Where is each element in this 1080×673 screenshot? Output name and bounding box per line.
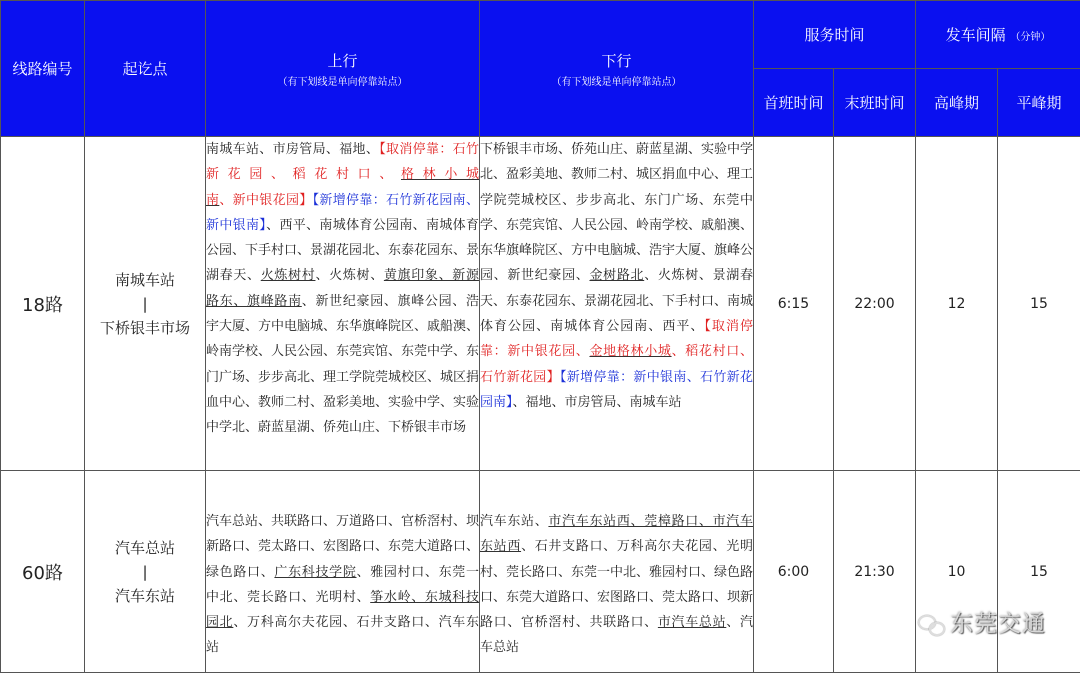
stops-text: 、汽车总站: [480, 615, 753, 655]
header-interval: [916, 1, 1080, 69]
header-up: [206, 1, 480, 137]
route-start: 南城车站: [85, 268, 205, 292]
down-stops: [480, 137, 754, 471]
route-endpoints: [85, 137, 206, 471]
header-up-note: （有下划线是单向停靠站点）: [206, 73, 479, 88]
oneway-stops: 筝水岭、东城科技园北: [206, 590, 479, 630]
up-stops: [206, 471, 480, 673]
first-bus-time: 6:15: [754, 137, 834, 471]
header-service-time: 服务时间: [754, 1, 916, 69]
added-stops: 石竹新花园南、新中银南】: [206, 193, 479, 233]
stops-text: 、新世纪豪园、旗峰公园、浩宇大厦、方中电脑城、东华旗峰院区、戚船澳、岭南学校、人民公园、东莞宾馆、东莞中学、东门广场、步步高北、理工学院莞城校区、城区捐血中心、教师二村、盈彩美地、实验中学、实验中学北、蔚蓝星湖、侨苑山庄、下桥银丰市场: [206, 294, 479, 435]
stops-text: 南城车站、市房管局、福地、: [206, 142, 379, 157]
cancelled-stops: 【取消停靠：新中银花园、: [480, 319, 753, 359]
watermark: [918, 605, 1046, 638]
peak-interval: 10: [916, 471, 998, 673]
header-route-no: 线路编号: [1, 1, 85, 137]
header-peak: 高峰期: [916, 69, 998, 137]
added-stops-label: 【新增停靠：: [313, 193, 386, 208]
route-end: 汽车东站: [85, 584, 205, 608]
cancelled-stop-oneway: 格林小城南: [206, 167, 479, 207]
stops-text: 汽车东站、: [480, 514, 548, 529]
cancelled-stops: 、新中银花园】: [219, 193, 312, 208]
stops-text: 下桥银丰市场、侨苑山庄、蔚蓝星湖、实验中学北、盈彩美地、教师二村、城区捐血中心、理工学院莞城校区、步步高北、东门广场、东莞中学、东莞宾馆、人民公园、岭南学校、戚船澳、东华旗峰院区、方中电脑城、浩宇大厦、旗峰公园、新世纪豪园、: [480, 142, 753, 283]
header-up-label: 上行: [327, 52, 357, 70]
last-bus-time: 21:30: [834, 471, 916, 673]
header-interval-unit: （分钟）: [1010, 32, 1050, 43]
table-row: [1, 137, 1080, 471]
wechat-icon: [918, 615, 944, 635]
oneway-stops: 市汽车东站西、莞樟路口、市汽车东站西: [480, 514, 753, 554]
stops-text: 、雅园村口、东莞一中北、莞长路口、光明村、: [206, 565, 479, 605]
header-first-bus: 首班时间: [754, 69, 834, 137]
route-end: 下桥银丰市场: [85, 316, 205, 340]
cancelled-stops: 石竹新花园、稻花村口、: [206, 142, 479, 182]
down-stops: [480, 471, 754, 673]
oneway-stops: 火炼树村: [261, 268, 316, 283]
oneway-stops: 金树路北: [589, 268, 644, 283]
header-down-label: 下行: [601, 52, 631, 70]
stops-text: 、石井支路口、万科高尔夫花园、光明村、莞长路口、东莞一中北、雅园村口、绿色路口、东莞大道路口、宏图路口、莞太路口、坝新路口、官桥滘村、共联路口、: [480, 539, 753, 630]
added-stops: 【新增停靠：新中银南、石竹新花园南】: [480, 370, 753, 410]
oneway-stops: 广东科技学院: [274, 565, 356, 580]
offpeak-interval: 15: [998, 471, 1080, 673]
cancelled-stop-oneway: 金地格林小城: [589, 344, 671, 359]
last-bus-time: 22:00: [834, 137, 916, 471]
offpeak-interval: 15: [998, 137, 1080, 471]
first-bus-time: 6:00: [754, 471, 834, 673]
oneway-stops: 市汽车总站: [658, 615, 726, 630]
oneway-stops: 黄旗印象、新源路东、旗峰路南: [206, 268, 479, 308]
stops-text: 、福地、市房管局、南城车站: [513, 395, 682, 410]
stops-text: 、火炼树、景湖春天、东泰花园东、景湖花园北、下手村口、南城体育公园、南城体育公园南、西平、: [480, 268, 753, 334]
route-separator: |: [85, 292, 205, 316]
stops-text: 、万科高尔夫花园、石井支路口、汽车东站: [206, 615, 479, 655]
header-last-bus: 末班时间: [834, 69, 916, 137]
stops-text: 汽车总站、共联路口、万道路口、官桥滘村、坝新路口、莞太路口、宏图路口、东莞大道路口、绿色路口、: [206, 514, 479, 580]
route-start: 汽车总站: [85, 536, 205, 560]
table-row: [1, 471, 1080, 673]
header-down: [480, 1, 754, 137]
peak-interval: 12: [916, 137, 998, 471]
cancelled-stops-label: 【取消停靠：: [379, 142, 452, 157]
header-interval-label: 发车间隔: [946, 26, 1006, 44]
cancelled-stops: 、稻花村口、石竹新花园】: [480, 344, 753, 384]
watermark-text: 东莞交通: [950, 611, 1046, 637]
header-endpoints: 起讫点: [85, 1, 206, 137]
route-number: 60路: [1, 471, 85, 673]
stops-text: 、西平、南城体育公园南、南城体育公园、下手村口、景湖花园北、东泰花园东、景湖春天、: [206, 218, 479, 284]
header-offpeak: 平峰期: [998, 69, 1080, 137]
up-stops: [206, 137, 480, 471]
route-endpoints: [85, 471, 206, 673]
stops-text: 、火炼树、: [315, 268, 383, 283]
header-down-note: （有下划线是单向停靠站点）: [480, 73, 753, 88]
route-number: 18路: [1, 137, 85, 471]
route-separator: |: [85, 560, 205, 584]
